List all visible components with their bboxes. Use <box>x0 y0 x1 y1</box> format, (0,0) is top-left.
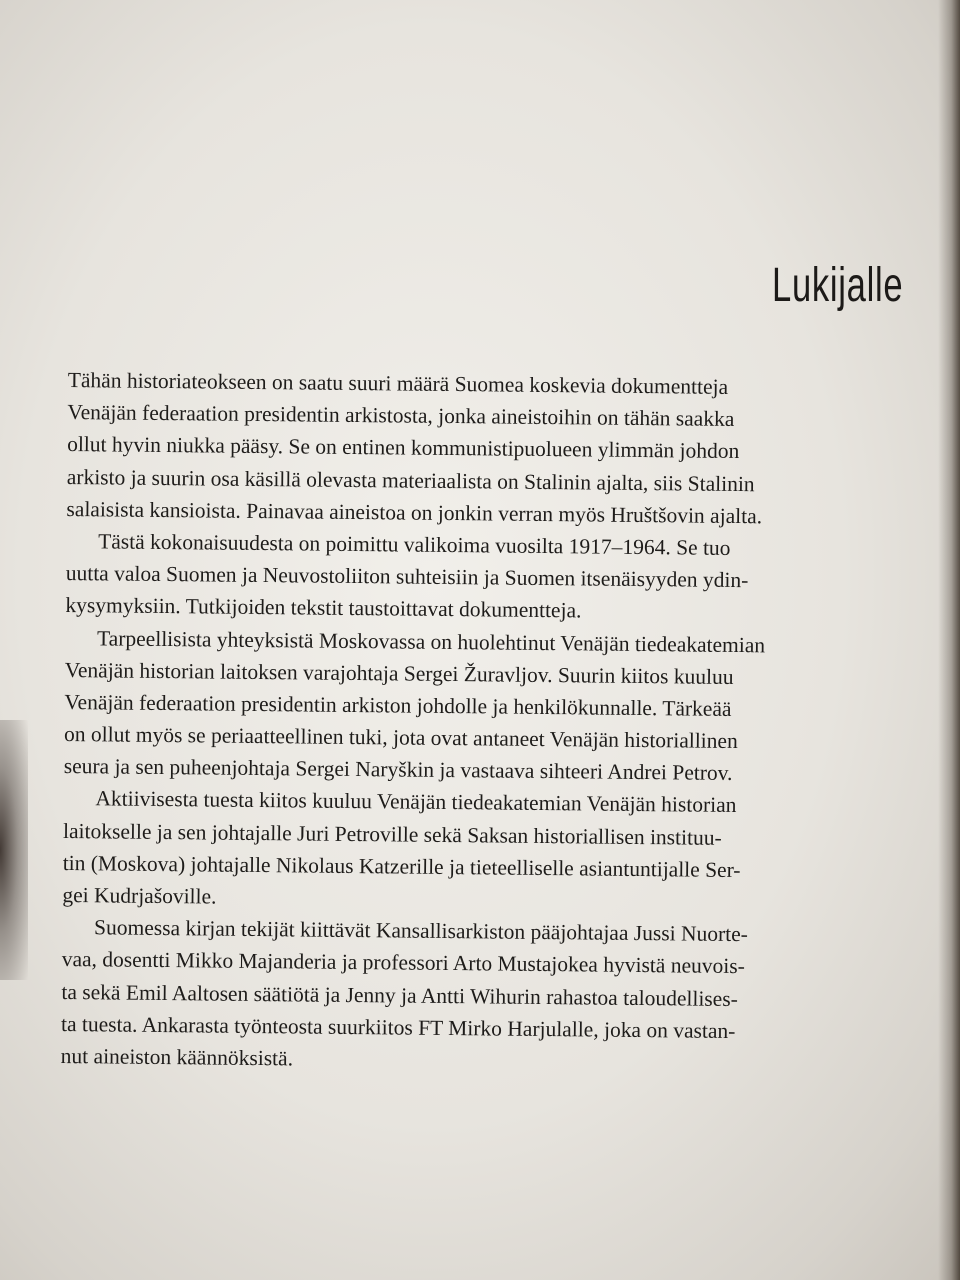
text-line: Tästä kokonaisuudesta on poimittu valikoima vuosilta 1917–1964. Se tuo <box>98 529 731 560</box>
text-line: Tähän historiateokseen on saatu suuri määrä Suomea koskevia dokumentteja <box>67 367 729 399</box>
text-line: Suomessa kirjan tekijät kiittävät Kansallisarkiston pääjohtajaa Jussi Nuorte- <box>93 915 749 947</box>
text-line: ta tuesta. Ankarasta työnteosta suurkiitos FT Mirko Harjulalle, joka on vastan- <box>60 1011 736 1043</box>
text-line: Tarpeellisista yhteyksistä Moskovassa on huolehtinut Venäjän tiedeakatemian <box>97 625 766 657</box>
text-line: on ollut myös se periaatteellinen tuki, jota ovat antaneet Venäjän historiallinen <box>63 722 738 754</box>
text-line: seura ja sen puheenjohtaja Sergei Naryškin ja vastaava sihteeri Andrei Petrov. <box>63 754 733 786</box>
paragraph-4 <box>62 782 923 920</box>
text-line: ta sekä Emil Aaltosen säätiötä ja Jenny ja Antti Wihurin rahastoa taloudellises- <box>61 979 738 1011</box>
finger-shadow <box>0 720 28 980</box>
page-edge-shadow <box>938 0 960 1280</box>
text-line: ollut hyvin niukka pääsy. Se on entinen kommunistipuolueen ylimmän johdon <box>67 432 740 464</box>
text-line: tin (Moskova) johtajalle Nikolaus Katzerille ja tieteelliselle asiantuntijalle Ser- <box>62 850 741 882</box>
text-line: salaisista kansioista. Painavaa aineistoa on jonkin verran myös Hruštšovin ajalta. <box>66 496 763 529</box>
text-line: kysymyksiin. Tutkijoiden tekstit taustoittavat dokumentteja. <box>65 593 582 623</box>
page-heading: Lukijalle <box>772 259 904 312</box>
body-text <box>61 364 928 1081</box>
text-line: gei Kudrjašoville. <box>62 882 217 909</box>
text-line: laitokselle ja sen johtajalle Juri Petroville sekä Saksan historiallisen instituu- <box>62 818 722 850</box>
text-line: arkisto ja suurin osa käsillä olevasta materiaalista on Stalinin ajalta, siis Stalinin <box>66 464 755 496</box>
paragraph-3 <box>64 621 926 791</box>
text-line: nut aineiston käännöksistä. <box>60 1043 294 1071</box>
paragraph-5 <box>61 911 923 1081</box>
text-line: vaa, dosentti Mikko Majanderia ja professori Arto Mustajokea hyvistä neuvois- <box>61 947 745 979</box>
text-line: Venäjän historian laitoksen varajohtaja Sergei Žuravljov. Suurin kiitos kuuluu <box>64 657 734 689</box>
text-line: Venäjän federaation presidentin arkiston johdolle ja henkilökunnalle. Tärkeää <box>64 689 732 721</box>
paragraph-1 <box>66 364 928 534</box>
paragraph-2 <box>65 525 926 631</box>
text-line: Venäjän federaation presidentin arkistosta, jonka aineistoihin on tähän saakka <box>67 400 735 432</box>
text-line: Aktiivisesta tuesta kiitos kuuluu Venäjän tiedeakatemian Venäjän historian <box>95 786 737 818</box>
text-line: uutta valoa Suomen ja Neuvostoliiton suhteisiin ja Suomen itsenäisyyden ydin- <box>65 561 749 593</box>
